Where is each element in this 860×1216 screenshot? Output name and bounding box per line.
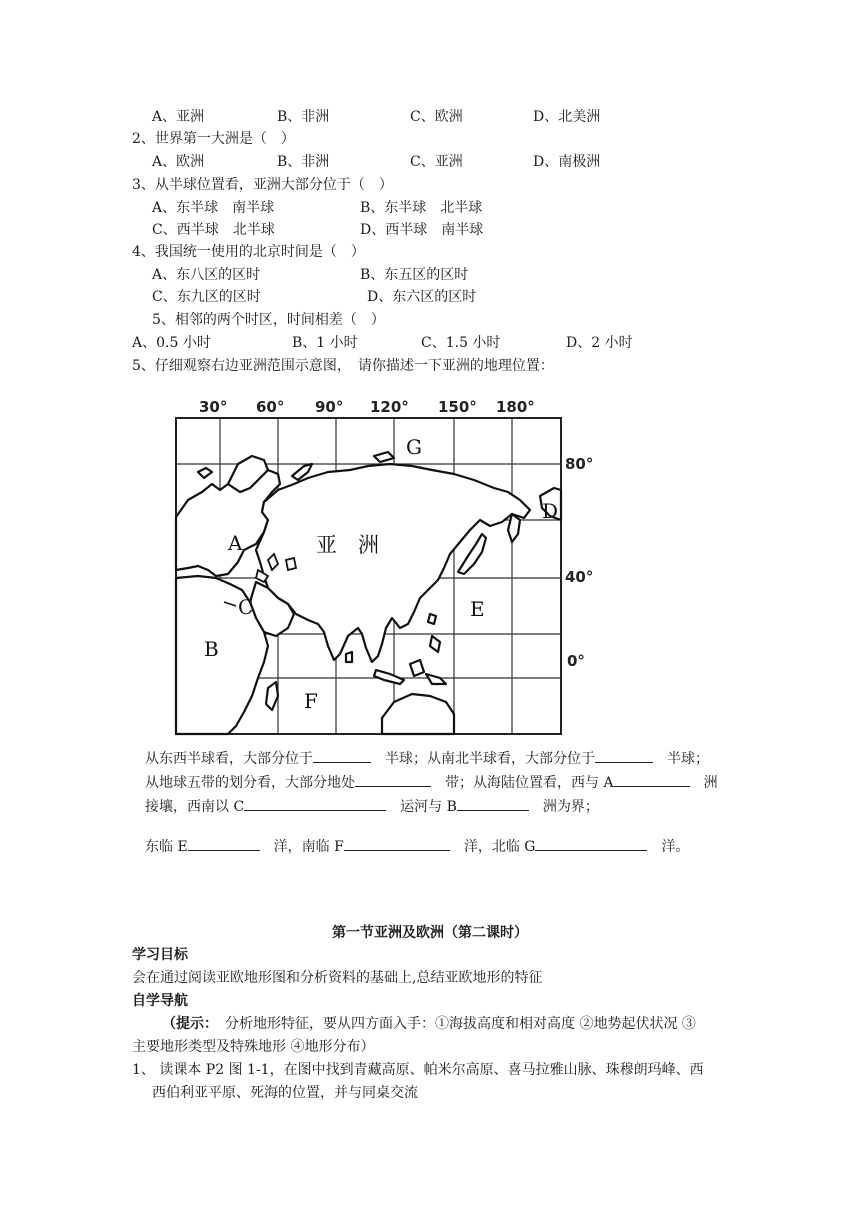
fill-line-4 xyxy=(145,836,689,857)
goal-text: 会在通过阅读亚欧地形图和分析资料的基础上,总结亚欧地形的特征 xyxy=(132,970,543,986)
fill-text: 东临 E xyxy=(145,839,188,855)
q5b-stem: 5、仔细观察右边亚洲范围示意图， 请你描述一下亚洲的地理位置： xyxy=(132,358,554,374)
q5a-option-d: D、2 小时 xyxy=(566,335,633,351)
fill-text: 从东西半球看，大部分位于 xyxy=(145,751,313,767)
map-lat-label: 0° xyxy=(567,652,585,670)
q1-option-c: C、欧洲 xyxy=(410,109,463,125)
q2-stem: 2、世界第一大洲是（ ） xyxy=(132,131,295,147)
map-marker-g: G xyxy=(406,435,422,459)
answer-blank[interactable] xyxy=(355,772,431,787)
q4-option-a: A、东八区的区时 xyxy=(152,267,261,283)
map-marker-b: B xyxy=(204,637,219,661)
q2-option-c: C、亚洲 xyxy=(410,154,463,170)
fill-line-2 xyxy=(145,772,718,793)
nav-heading: 自学导航 xyxy=(132,993,188,1009)
q4-option-d: D、东六区的区时 xyxy=(367,289,477,305)
fill-line-1 xyxy=(145,748,709,769)
q2-option-b: B、非洲 xyxy=(277,154,330,170)
q3-option-b: B、东半球 北半球 xyxy=(360,200,483,216)
q2-option-a: A、欧洲 xyxy=(152,154,205,170)
answer-blank[interactable] xyxy=(457,796,529,811)
q1-option-b: B、非洲 xyxy=(277,109,330,125)
q3-option-d: D、西半球 南半球 xyxy=(360,222,484,238)
answer-blank[interactable] xyxy=(244,796,386,811)
fill-text: 带；从海陆位置看，西与 A xyxy=(445,775,614,791)
answer-blank[interactable] xyxy=(344,836,450,851)
q5a-stem: 5、相邻的两个时区，时间相差（ ） xyxy=(152,312,385,328)
q1-option-a: A、亚洲 xyxy=(152,109,205,125)
q5a-option-b: B、1 小时 xyxy=(292,335,358,351)
answer-blank[interactable] xyxy=(188,836,260,851)
map-lon-label: 180° xyxy=(496,398,535,416)
section-title: 第一节亚洲及欧洲（第二课时） xyxy=(332,925,528,941)
goal-heading: 学习目标 xyxy=(132,947,188,963)
answer-blank[interactable] xyxy=(614,772,690,787)
fill-text: 洋，南临 F xyxy=(273,839,344,855)
q2-option-d: D、南极洲 xyxy=(533,154,601,170)
q4-option-c: C、东九区的区时 xyxy=(152,289,261,305)
fill-text: 接壤，西南以 C xyxy=(145,799,245,815)
map-marker-e: E xyxy=(470,597,485,621)
map-lon-label: 120° xyxy=(370,398,409,416)
map-marker-a: A xyxy=(228,531,243,555)
map-lat-label: 40° xyxy=(565,568,594,586)
q3-option-c: C、西半球 北半球 xyxy=(152,222,275,238)
fill-text: 洲为界； xyxy=(542,799,599,815)
hint-label: （提示： xyxy=(162,1016,211,1032)
map-lon-label: 90° xyxy=(315,398,344,416)
fill-text: 半球； xyxy=(667,751,709,767)
answer-blank[interactable] xyxy=(313,748,371,763)
fill-text: 从地球五带的划分看，大部分地处 xyxy=(145,775,355,791)
fill-line-3 xyxy=(145,796,599,817)
fill-text: 洋。 xyxy=(661,839,690,855)
map-marker-d: D xyxy=(542,499,559,523)
map-lon-label: 30° xyxy=(199,398,228,416)
hint-line-1 xyxy=(162,1015,696,1033)
q4-option-b: B、东五区的区时 xyxy=(360,267,469,283)
fill-text: 洋，北临 G xyxy=(463,839,536,855)
answer-blank[interactable] xyxy=(595,748,653,763)
fill-text: 半球；从南北半球看，大部分位于 xyxy=(385,751,595,767)
fill-text: 洲 xyxy=(703,775,718,791)
fill-text: 运河与 B xyxy=(400,799,457,815)
map-continent-label: 亚 洲 xyxy=(316,533,379,557)
q3-stem: 3、从半球位置看，亚洲大部分位于（ ） xyxy=(132,177,393,193)
hint-line-2: 主要地形类型及特殊地形 ④地形分布） xyxy=(132,1039,375,1055)
asia-range-map xyxy=(168,392,598,737)
q5a-option-c: C、1.5 小时 xyxy=(421,335,501,351)
map-lon-label: 60° xyxy=(256,398,285,416)
map-landmass xyxy=(176,452,561,734)
map-lat-label: 80° xyxy=(565,455,594,473)
item1-line-2: 西伯利亚平原、死海的位置，并与同桌交流 xyxy=(152,1085,418,1101)
q5a-option-a: A、0.5 小时 xyxy=(132,335,211,351)
map-marker-c: C xyxy=(238,595,254,619)
q1-option-d: D、北美洲 xyxy=(533,109,601,125)
map-marker-f: F xyxy=(304,689,318,713)
q4-stem: 4、我国统一使用的北京时间是（ ） xyxy=(132,244,365,260)
answer-blank[interactable] xyxy=(535,836,647,851)
map-lon-label: 150° xyxy=(438,398,477,416)
q3-option-a: A、东半球 南半球 xyxy=(152,200,275,216)
hint-text: 分析地形特征，要从四方面入手：①海拔高度和相对高度 ②地势起伏状况 ③ xyxy=(225,1016,696,1032)
item1-line-1: 1、 读课本 P2 图 1-1，在图中找到青藏高原、帕米尔高原、喜马拉雅山脉、珠穆朗玛峰、西 xyxy=(132,1062,704,1078)
